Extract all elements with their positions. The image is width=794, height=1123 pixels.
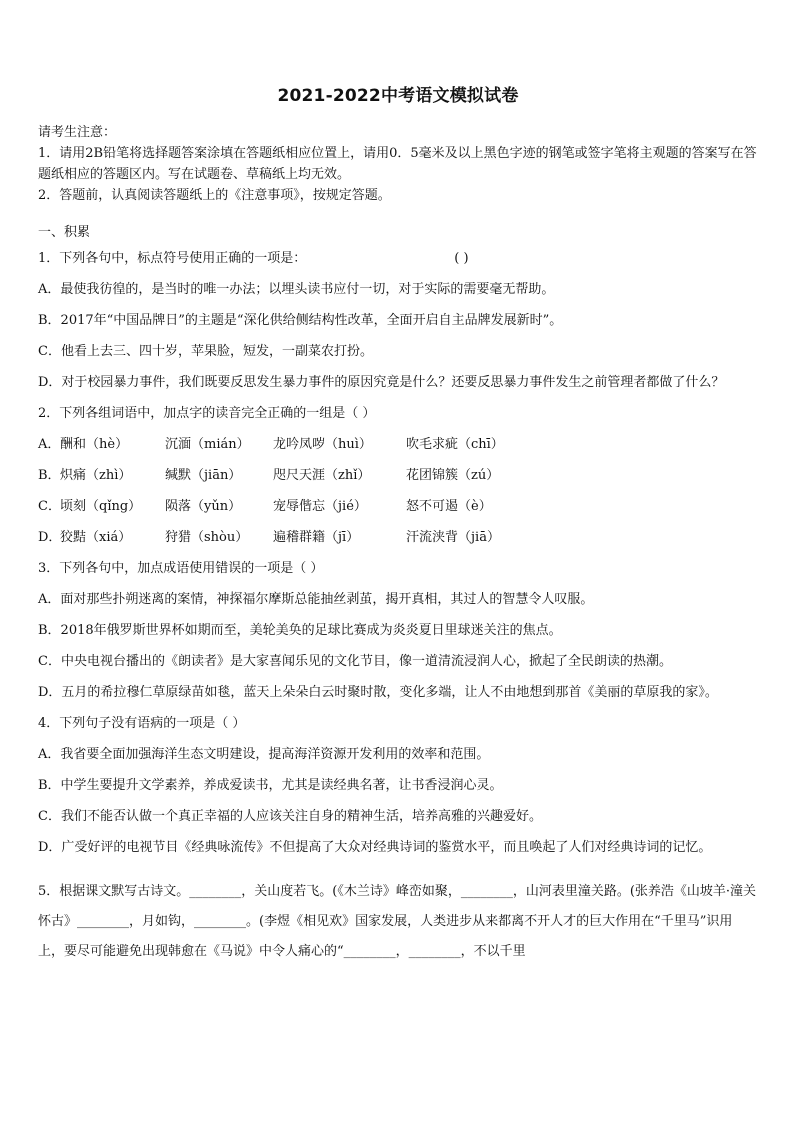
- option-word: 酬和（hè）: [60, 437, 129, 452]
- option-word: 咫尺天涯（zhǐ）: [273, 468, 371, 483]
- option-a: A．面对那些扑朔迷离的案情，神探福尔摩斯总能抽丝剥茧，揭开真相，其过人的智慧令人叹服。: [38, 592, 594, 607]
- notice-item-2: 2．答题前，认真阅读答题纸上的《注意事项》，按规定答题。: [38, 188, 391, 203]
- option-d: D．广受好评的电视节目《经典咏流传》不但提高了大众对经典诗词的鉴赏水平，而且唤起了人们对经典诗词的记忆。: [38, 840, 712, 855]
- option-word: 炽痛（zhì）: [60, 468, 132, 483]
- option-word: 龙吟凤哕（huì）: [273, 437, 372, 452]
- question-stem: 2．下列各组词语中，加点字的读音完全正确的一组是（ ）: [38, 406, 376, 421]
- question-5: [38, 877, 758, 972]
- option-word: 遍稽群籍（jī）: [273, 530, 360, 545]
- question-stem: 3．下列各句中，加点成语使用错误的一项是（ ）: [38, 561, 324, 576]
- option-label: A．: [38, 437, 61, 452]
- question-2: [38, 398, 758, 553]
- option-label: C．: [38, 499, 61, 514]
- option-word: 缄默（jiān）: [165, 468, 242, 483]
- option-row-b: [38, 460, 758, 491]
- option-word: 汗流浃背（jiā）: [406, 530, 500, 545]
- option-word: 顷刻（qǐng）: [60, 499, 142, 514]
- question-1: [38, 243, 758, 398]
- question-4: [38, 708, 758, 863]
- option-label: B．: [38, 468, 61, 483]
- notice-heading: 请考生注意：: [38, 125, 117, 140]
- option-d: D．五月的希拉穆仁草原绿苗如毯，蓝天上朵朵白云时聚时散，变化多端，让人不由地想到那首《美丽的草原我的家》。: [38, 685, 718, 700]
- notice-block: [38, 122, 758, 206]
- option-word: 宠辱偕忘（jié）: [273, 499, 367, 514]
- option-row-d: [38, 522, 758, 553]
- option-d: D．对于校园暴力事件，我们既要反思发生暴力事件的原因究竟是什么？还要反思暴力事件发生之前管理者都做了什么？: [38, 375, 725, 390]
- option-word: 吹毛求疵（chī）: [406, 437, 504, 452]
- option-word: 陨落（yǔn）: [165, 499, 242, 514]
- question-text: 5．根据课文默写古诗文。________，关山度若飞。(《木兰诗》峰峦如聚，________，山河表里潼关路。(张养浩《山坡羊·潼关怀古》________，月如钩，________。(李煜《相见欢》国家发展，人类进步从来都离不开人才的巨大作用在“千里马”识用上，要尽可能避免出现韩愈在《马说》中令人痛心的“________，________，不以千里: [38, 884, 757, 959]
- question-stem: 1．下列各句中，标点符号使用正确的一项是： ( ): [38, 243, 758, 274]
- page-title: 2021-2022中考语文模拟试卷: [277, 86, 519, 106]
- option-word: 狡黠（xiá）: [60, 530, 132, 545]
- option-word: 沉湎（mián）: [165, 437, 250, 452]
- answer-paren: ( ): [454, 251, 469, 266]
- notice-item-1: 1．请用2B铅笔将选择题答案涂填在答题纸相应位置上，请用0．5毫米及以上黑色字迹的钢笔或签字笔将主观题的答案写在答题纸相应的答题区内。写在试题卷、草稿纸上均无效。: [38, 146, 757, 182]
- option-row-c: [38, 491, 758, 522]
- section-heading: 一、积累: [38, 225, 91, 240]
- option-label: D．: [38, 530, 62, 545]
- option-c: C．中央电视台播出的《朗读者》是大家喜闻乐见的文化节目，像一道清流浸润人心，掀起了全民朗读的热潮。: [38, 654, 672, 669]
- option-b: B．2017年“中国品牌日”的主题是“深化供给侧结构性改革，全面开启自主品牌发展新时”。: [38, 313, 563, 328]
- question-stem: 4．下列句子没有语病的一项是（ ）: [38, 716, 246, 731]
- option-c: C．他看上去三、四十岁，苹果脸，短发，一副菜农打扮。: [38, 344, 373, 359]
- spacer: [38, 863, 758, 877]
- option-a: A．我省要全面加强海洋生态文明建设，提高海洋资源开发利用的效率和范围。: [38, 747, 490, 762]
- option-b: B．2018年俄罗斯世界杯如期而至，美轮美奂的足球比赛成为炎炎夏日里球迷关注的焦点。: [38, 623, 562, 638]
- option-b: B．中学生要提升文学素养，养成爱读书，尤其是读经典名著，让书香浸润心灵。: [38, 778, 503, 793]
- option-word: 狩猎（shòu）: [165, 530, 249, 545]
- option-word: 怒不可遏（è）: [406, 499, 492, 514]
- question-3: [38, 553, 758, 708]
- option-row-a: [38, 429, 758, 460]
- option-a: A．最使我彷徨的，是当时的唯一办法；以埋头读书应付一切，对于实际的需要毫无帮助。: [38, 282, 555, 297]
- option-c: C．我们不能否认做一个真正幸福的人应该关注自身的精神生活，培养高雅的兴趣爱好。: [38, 809, 542, 824]
- option-word: 花团锦簇（zú）: [406, 468, 500, 483]
